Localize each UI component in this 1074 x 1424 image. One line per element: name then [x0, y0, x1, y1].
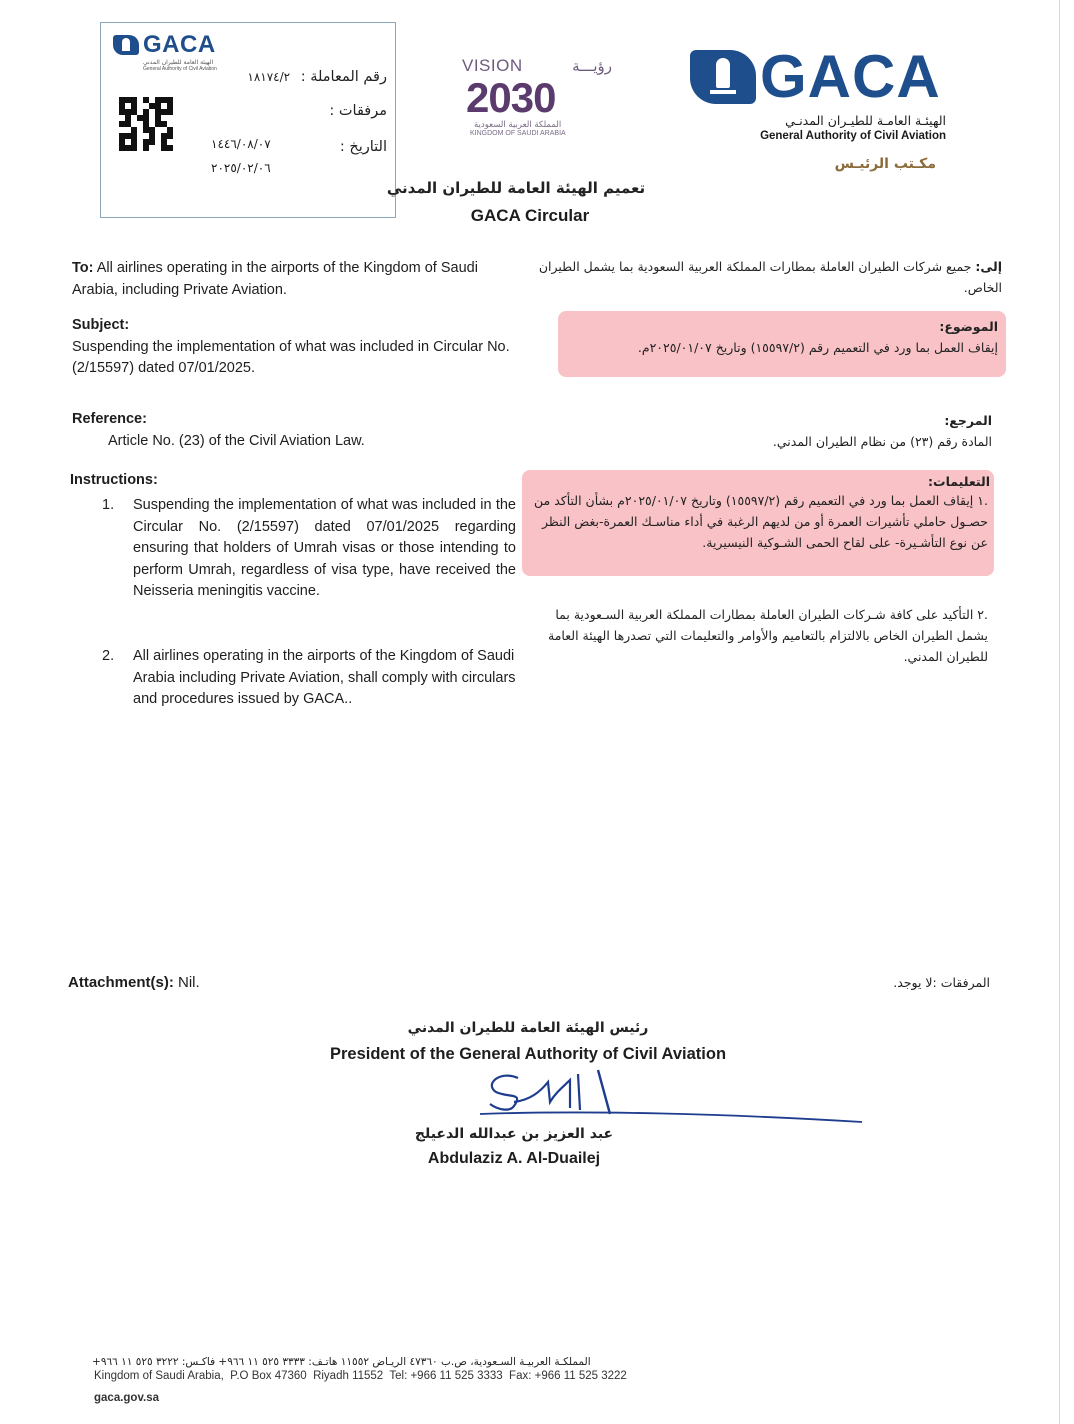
gaca-name-en: General Authority of Civil Aviation [760, 130, 946, 142]
vision-label: VISION [462, 56, 523, 75]
attachments-value: Nil. [173, 974, 200, 991]
subject-section [72, 315, 512, 380]
to-text: All airlines operating in the airports of the Kingdom of Saudi Arabia, including Private Aviation. [72, 260, 478, 298]
footer-website[interactable]: gaca.gov.sa [94, 1392, 159, 1404]
reference-section [72, 409, 512, 452]
vision-kingdom-en: KINGDOM OF SAUDI ARABIA [470, 130, 566, 137]
to-section [72, 258, 522, 301]
transaction-stamp [100, 22, 396, 218]
instruction-item-1 [102, 495, 516, 603]
subject-label: Subject: [72, 317, 130, 333]
instruction-text: Suspending the implementation of what was included in the Circular No. (2/15597) dated 07/01/2025 regarding ensuring that holders of Umrah visas or those intending to perform Umrah, regardless of visa type, have received the Neisseria meningitis vaccine. [133, 497, 516, 599]
signature-image [470, 1062, 870, 1132]
vision-label-ar: رؤيـــة [572, 57, 612, 75]
attachments-label-en: Attachment(s): [68, 974, 174, 991]
instructions-label: Instructions: [70, 472, 158, 488]
stamp-emblem-icon [113, 35, 139, 55]
signer-title-ar: رئيس الهيئة العامة للطيران المدني [407, 1020, 649, 1036]
stamp-logo-sub-ar: الهيئة العامة للطيران المدني [143, 59, 214, 66]
circular-title-en: GACA Circular [470, 206, 590, 225]
attachments-section [68, 972, 200, 994]
instruction-text-ar: إيقاف العمل بما ورد في التعميم رقم (١٥٥٩٧/٢) وتاريخ ٢٠٢٥/٠١/٠٧م بشأن التأكد من حصـول حاملي تأشيرات العمرة أو من لديهم الرغبة في أداء مناسـك العمرة-بغض النظر عن نوع التأشـيرة- على لقاح الحمى الشـوكية النيسيرية. [534, 493, 988, 550]
footer-address-ar: المملكـة العربيـة السـعودية، ص.ب ٤٧٣٦٠ الريـاض ١١٥٥٢ هاتـف: ٣٣٣٣ ٥٢٥ ١١ ٩٦٦+ فاكـس: ٣٢٢٢ ٥٢٥ ١١ ٩٦٦+ [92, 1356, 591, 1368]
office-of-president: مكـتب الرئيـس [834, 156, 936, 172]
footer-address-en: Kingdom of Saudi Arabia, P.O Box 47360 Riyadh 11552 Tel: +966 11 525 3333 Fax: +966 11 525 3222 [94, 1370, 627, 1382]
subject-label-ar: الموضوع: [939, 319, 998, 334]
transaction-number-row [227, 67, 387, 88]
stamp-logo-text: GACA [143, 31, 216, 58]
subject-section-ar [566, 316, 998, 358]
instruction-item-1-ar [528, 490, 988, 553]
vision-2030-logo [462, 56, 612, 137]
reference-text: Article No. (23) of the Civil Aviation Law. [108, 432, 365, 449]
vision-kingdom-ar: المملكة العربية السعودية [474, 120, 562, 130]
transaction-label: رقم المعاملة : [300, 69, 387, 85]
date-gregorian: ٢٠٢٥/٠٢/٠٦ [211, 161, 271, 175]
gaca-emblem-icon [690, 50, 756, 104]
attachments-label: مرفقات : [329, 103, 387, 119]
reference-label-ar: المرجع: [944, 413, 992, 428]
instruction-number-ar: .١ [977, 493, 988, 508]
instruction-number-ar: .٢ [977, 607, 988, 622]
signer-name-en: Abdulaziz A. Al-Duailej [427, 1150, 601, 1167]
to-text-ar: جميع شركات الطيران العاملة بمطارات المملكة العربية السعودية بما يشمل الطيران الخاص. [538, 259, 1002, 295]
page-edge [1059, 0, 1060, 1424]
instruction-item-2-ar [528, 604, 988, 667]
to-label-ar: إلى: [975, 259, 1002, 274]
instruction-number: 2. [102, 648, 115, 664]
reference-text-ar: المادة رقم (٢٣) من نظام الطيران المدني. [772, 434, 992, 449]
reference-section-ar [600, 410, 992, 452]
gaca-logo-text: GACA [760, 43, 941, 110]
reference-label: Reference: [72, 411, 147, 427]
stamp-logo-sub-en: General Authority of Civil Aviation [143, 66, 217, 72]
to-section-ar [534, 256, 1002, 298]
gaca-name-ar: الهيئـة العامـة للطيـران المدنـي [785, 113, 946, 128]
signer-name-ar: عبد العزيز بن عبدالله الدعيلج [414, 1126, 614, 1142]
attachments-ar: المرفقات :لا يوجد. [893, 975, 990, 990]
stamp-logo [113, 31, 243, 72]
qr-code-icon [119, 97, 173, 151]
circular-title-ar: تعميم الهيئة العامة للطيران المدني [386, 179, 646, 197]
instructions-label-ar: التعليمات: [928, 474, 990, 489]
date-hijri: ١٤٤٦/٠٨/٠٧ [211, 137, 271, 151]
instruction-text: All airlines operating in the airports of the Kingdom of Saudi Arabia including Private Aviation, shall comply with circulars and procedures issued by GACA.. [133, 648, 516, 707]
vision-year: 2030 [466, 74, 556, 121]
subject-text-ar: إيقاف العمل بما ورد في التعميم رقم (١٥٥٩٧/٢) وتاريخ ٢٠٢٥/٠١/٠٧م. [637, 340, 998, 355]
instruction-text-ar: التأكيد على كافة شـركات الطيران العاملة بمطارات المملكة العربية السـعودية بما يشمل الطيران الخاص بالالتزام بالتعاميم والأوامر والتعليمات التي تصدرها الهيئة العامة للطيران المدني. [548, 607, 988, 664]
gaca-header-logo [690, 43, 960, 172]
transaction-value: ١٨١٧٤/٢ [247, 70, 291, 84]
subject-text: Suspending the implementation of what was included in Circular No. (2/15597) dated 07/01/2025. [72, 338, 510, 376]
instruction-number: 1. [102, 497, 115, 513]
date-label: التاريخ : [339, 139, 387, 155]
to-label: To: [72, 260, 94, 276]
signer-title-en: President of the General Authority of Civil Aviation [329, 1045, 727, 1063]
instruction-item-2 [102, 646, 516, 711]
